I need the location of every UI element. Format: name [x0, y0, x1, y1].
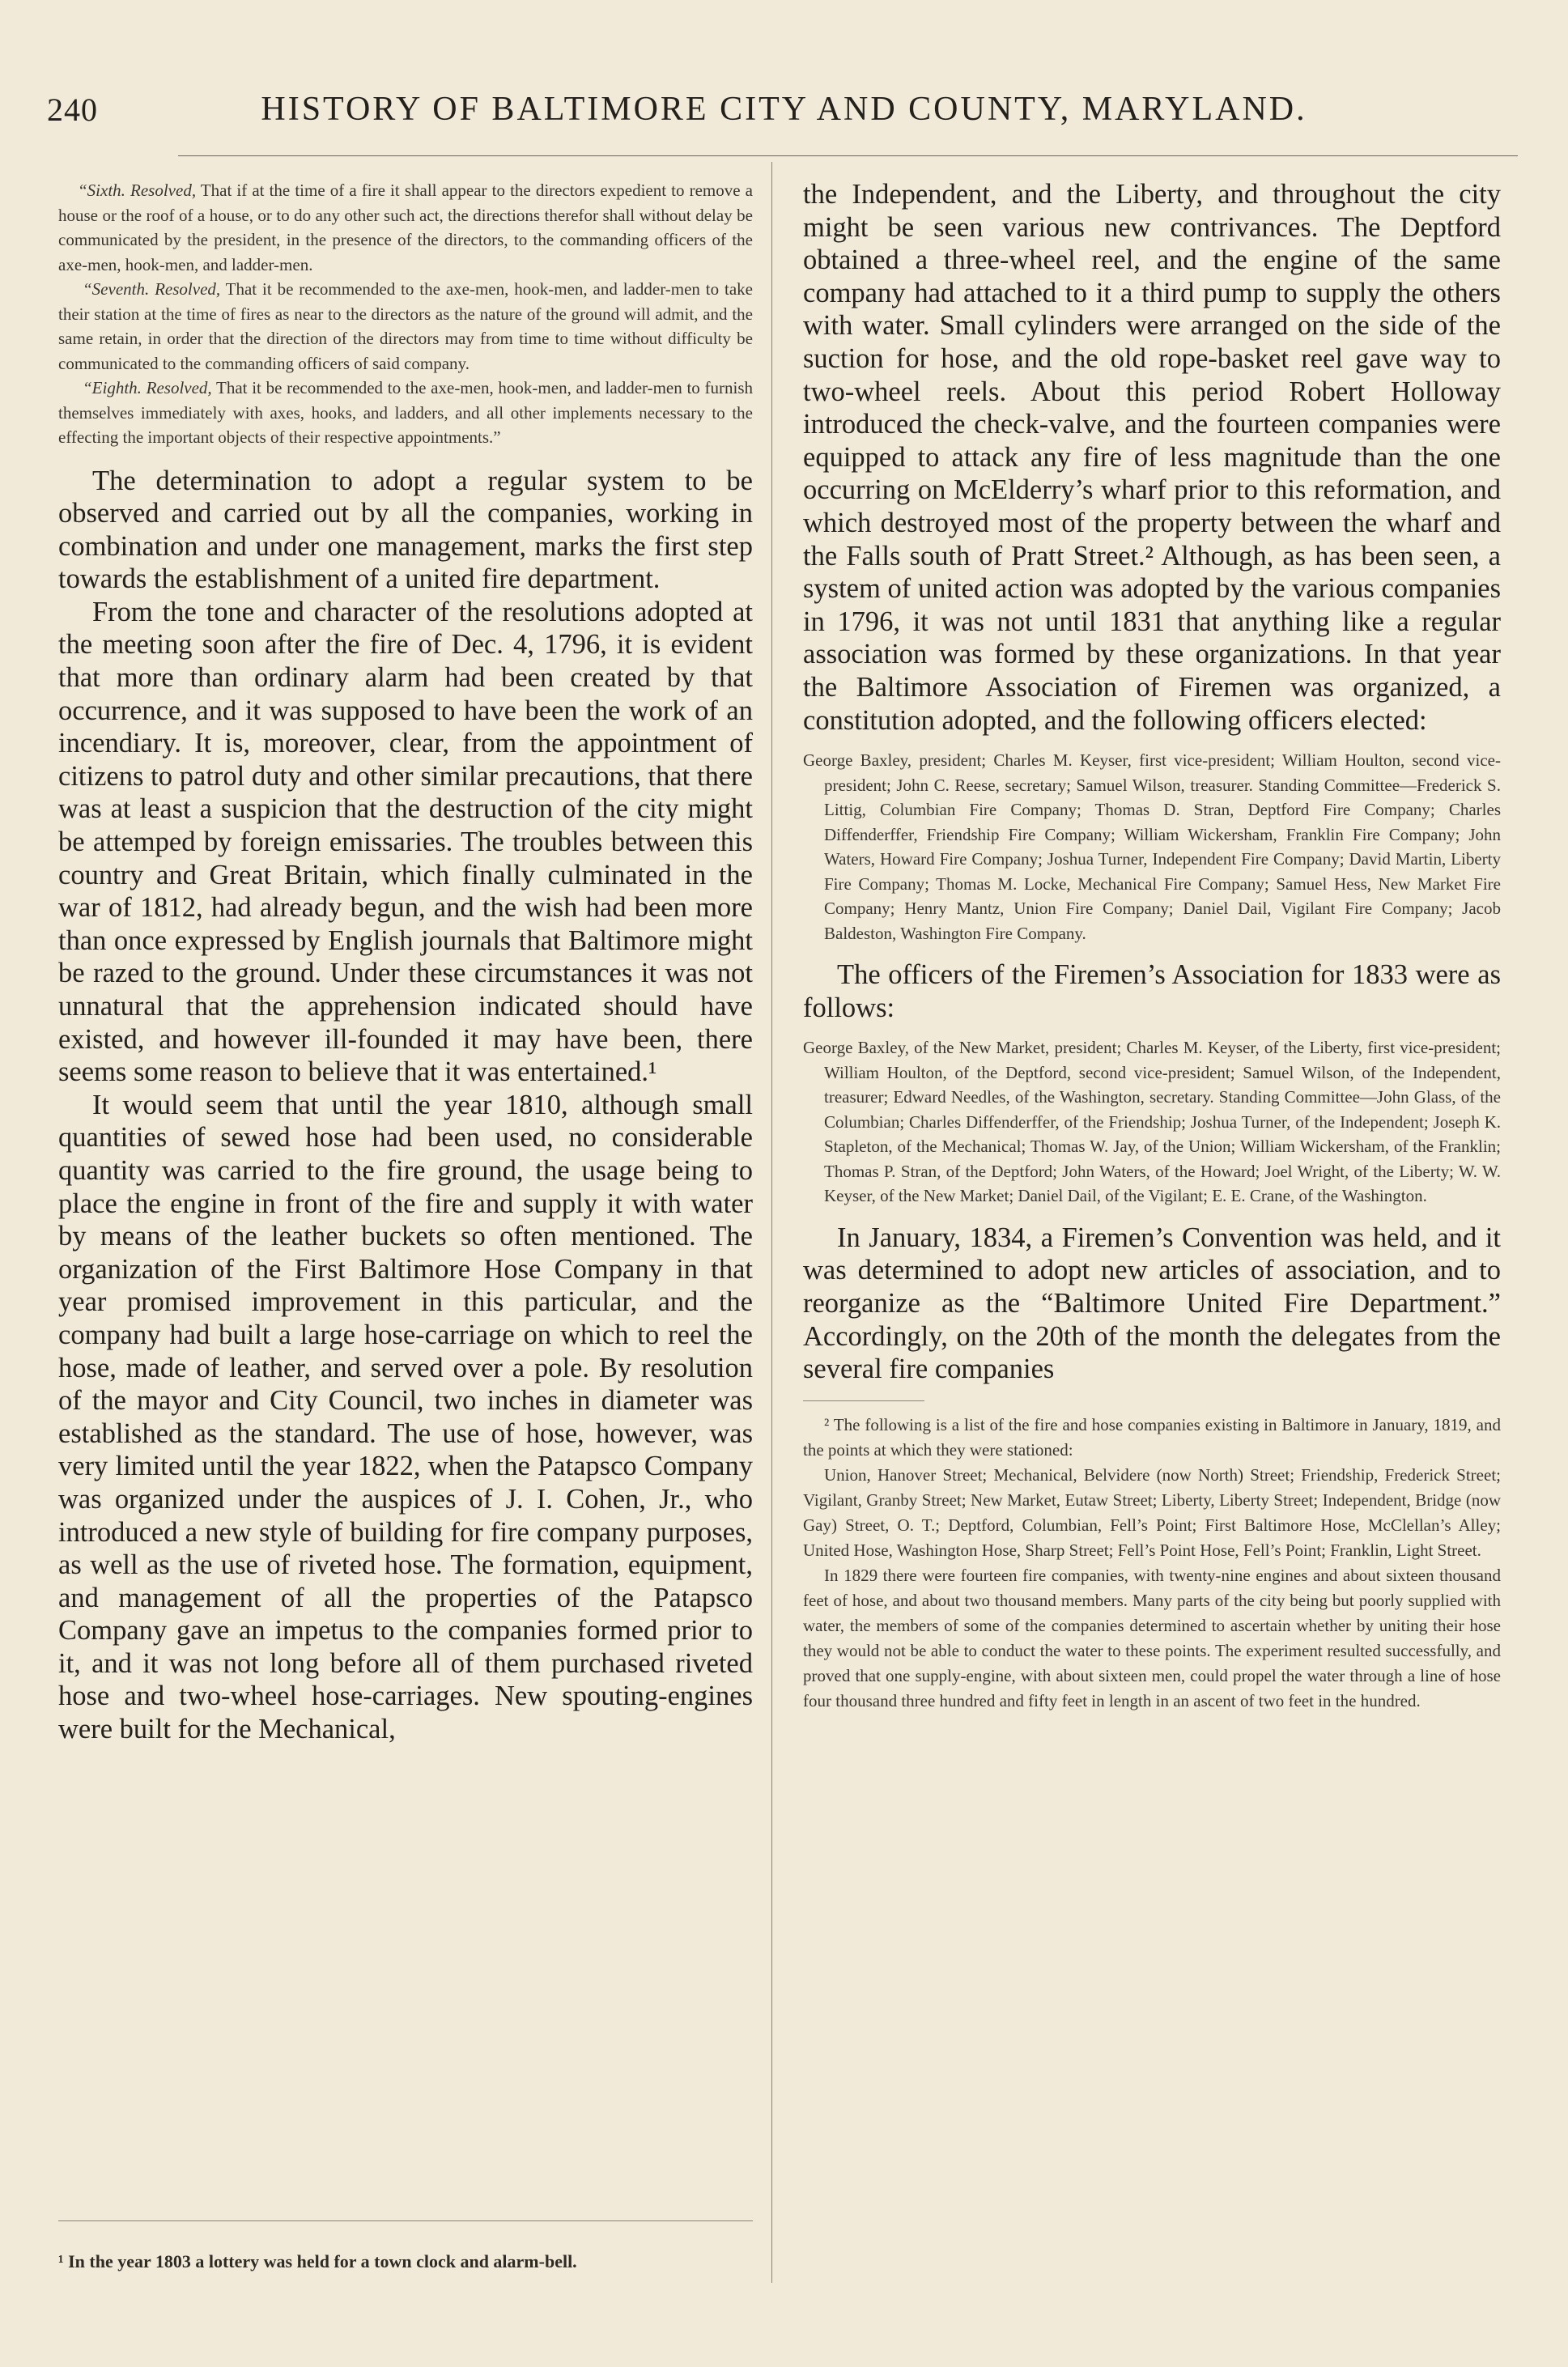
left-body [58, 465, 753, 1746]
right-column [803, 178, 1501, 1714]
resolution-eighth-text: That it be recommended to the axe-men, hook-men, and ladder-men to furnish themselves immediately with axes, hooks, and ladders, and all other implements necessary to the effecting the important objects of their respective appointments.” [58, 378, 753, 447]
resolution-sixth-text: That if at the time of a fire it shall appear to the directors expedient to remove a house or the roof of a house, or to do any other such act, the directions therefor shall without delay be communicated by the president, in the presence of the directors, to the commanding officers of the axe-men, hook-men, and ladder-men. [58, 181, 753, 274]
footnote-rule [58, 2220, 753, 2221]
resolution-sixth [58, 178, 753, 277]
column-divider [771, 162, 772, 2283]
officers-1831: George Baxley, president; Charles M. Keyser, first vice-president; William Houlton, second vice-president; John C. Reese, secretary; Samuel Wilson, treasurer. Standing Committee—Frederick S. Littig, Columbian Fire Company; Thomas D. Stran, Deptford Fire Company; Charles Diffenderffer, Friendship Fire Company; William Wickersham, Franklin Fire Company; John Waters, Howard Fire Company; Joshua Turner, Independent Fire Company; David Martin, Liberty Fire Company; Thomas M. Locke, Mechanical Fire Company; Samuel Hess, New Market Fire Company; Henry Mantz, Union Fire Company; Daniel Dail, Vigilant Fire Company; Jacob Baldeston, Washington Fire Company. [803, 750, 1501, 943]
header-rule [178, 155, 1518, 156]
footnote-rule [803, 1400, 924, 1401]
running-head: HISTORY OF BALTIMORE CITY AND COUNTY, MARYLAND. [261, 91, 1307, 128]
resolution-eighth [58, 376, 753, 450]
right-body [803, 178, 1501, 737]
footnote-2-experiment: In 1829 there were fourteen fire companies, with twenty-nine engines and about sixteen thousand feet of hose, and about two thousand members. Many parts of the city being but poorly supplied with water, the members of some of the companies determined to ascertain whether by uniting their hose they would not be able to conduct the water to these points. The experiment resulted successfully, and proved that one supply-engine, with about sixteen men, could propel the water through a line of hose four thousand three hundred and fifty feet in length in an ascent of two feet in the hundred. [803, 1565, 1501, 1710]
right-body-3 [803, 1222, 1501, 1386]
resolution-sixth-lead: “Sixth. Resolved, [78, 181, 197, 200]
left-paragraph: The determination to adopt a regular system to be observed and carried out by all the companies, working in combination and under one management, marks the first step towards the establishment of a united fire department. [58, 465, 753, 595]
resolution-seventh-text: That it be recommended to the axe-men, hook-men, and ladder-men to take their station at the time of fires as near to the directors as the nature of the ground will admit, and the same retain, in order that the direction of the directors may from time to time without difficulty be communicated to the commanding officers of said company. [58, 279, 753, 373]
officers-1833: George Baxley, of the New Market, president; Charles M. Keyser, of the Liberty, first vice-president; William Houlton, of the Deptford, second vice-president; Samuel Wilson, of the Independent, treasurer; Edward Needles, of the Washington, secretary. Standing Committee—John Glass, of the Columbian; Charles Diffenderffer, of the Friendship; Joshua Turner, of the Independent; Joseph K. Stapleton, of the Mechanical; Thomas W. Jay, of the Union; William Wickersham, of the Franklin; Thomas P. Stran, of the Deptford; John Waters, of the Howard; Joel Wright, of the Liberty; W. W. Keyser, of the New Market; Daniel Dail, of the Vigilant; E. E. Crane, of the Washington. [803, 1038, 1501, 1206]
footnote-2 [803, 1413, 1501, 1714]
right-paragraph: In January, 1834, a Firemen’s Convention was held, and it was determined to adopt new articles of association, and to reorganize as the “Baltimore United Fire Department.” Accordingly, on the 20th of the month the delegates from the several fire companies [803, 1222, 1501, 1385]
left-paragraph: It would seem that until the year 1810, although small quantities of sewed hose had been used, no considerable quantity was carried to the fire ground, the usage being to place the engine in front of the fire and supply it with water by means of the leather buckets so often mentioned. The organization of the First Baltimore Hose Company in that year promised improvement in this particular, and the company had built a large hose-carriage on which to reel the hose, made of leather, and served over a pole. By resolution of the mayor and City Council, two inches in diameter was established as the standard. The use of hose, however, was very limited until the year 1822, when the Patapsco Company was organized under the auspices of J. I. Cohen, Jr., who introduced a new style of building for fire company purposes, as well as the use of riveted hose. The formation, equipment, and management of all the properties of the Patapsco Company gave an impetus to the companies formed prior to it, and it was not long before all of them purchased riveted hose and two-wheel hose-carriages. New spouting-engines were built for the Mechanical, [58, 1089, 753, 1745]
right-body-2 [803, 958, 1501, 1024]
footnote-1: ¹ In the year 1803 a lottery was held for a town clock and alarm-bell. [58, 2251, 577, 2271]
resolutions-quote [58, 178, 753, 450]
resolution-eighth-lead: “Eighth. Resolved, [83, 378, 212, 397]
footnote-2-stations: Union, Hanover Street; Mechanical, Belvidere (now North) Street; Friendship, Frederick Street; Vigilant, Granby Street; New Market, Eutaw Street; Liberty, Liberty Street; Independent, Bridge (now Gay) Street, O. T.; Deptford, Columbian, Fell’s Point; First Baltimore Hose, McClellan’s Alley; United Hose, Washington Hose, Sharp Street; Fell’s Point Hose, Fell’s Point; Franklin, Light Street. [803, 1464, 1501, 1560]
page-header [47, 81, 1521, 138]
left-column [58, 178, 753, 1746]
footnote-2-intro: ² The following is a list of the fire and hose companies existing in Baltimore in January, 1819, and the points at which they were stationed: [803, 1414, 1501, 1460]
page-number: 240 [47, 91, 98, 128]
left-paragraph: From the tone and character of the resolutions adopted at the meeting soon after the fire of Dec. 4, 1796, it is evident that more than ordinary alarm had been created by that occurrence, and it was supposed to have been the work of an incendiary. It is, moreover, clear, from the appointment of citizens to patrol duty and other similar precautions, that there was at least a suspicion that the destruction of the city might be attemped by foreign emissaries. The troubles between this country and Great Britain, which finally culminated in the war of 1812, had already begun, and the wish had been more than once expressed by English journals that Baltimore might be razed to the ground. Under these circumstances it was not unnatural that the apprehension indicated should have existed, and however ill-founded it may have been, there seems some reason to believe that it was entertained.¹ [58, 596, 753, 1088]
right-paragraph: the Independent, and the Liberty, and throughout the city might be seen various new contrivances. The Deptford obtained a three-wheel reel, and the engine of the same company had attached to it a third pump to supply the others with water. Small cylinders were arranged on the side of the suction for hose, and the old rope-basket reel gave way to two-wheel reels. About this period Robert Holloway introduced the check-valve, and the fourteen companies were equipped to attack any fire of less magnitude than the one occurring on McElderry’s wharf prior to this reformation, and which destroyed most of the property between the wharf and the Falls south of Pratt Street.² Although, as has been seen, a system of united action was adopted by the various companies in 1796, it was not until 1831 that anything like a regular association was formed by these organizations. In that year the Baltimore Association of Firemen was organized, a constitution adopted, and the following officers elected: [803, 179, 1501, 736]
right-paragraph: The officers of the Firemen’s Association for 1833 were as follows: [803, 959, 1501, 1023]
resolution-seventh [58, 277, 753, 376]
resolution-seventh-lead: “Seventh. Resolved, [83, 279, 221, 299]
